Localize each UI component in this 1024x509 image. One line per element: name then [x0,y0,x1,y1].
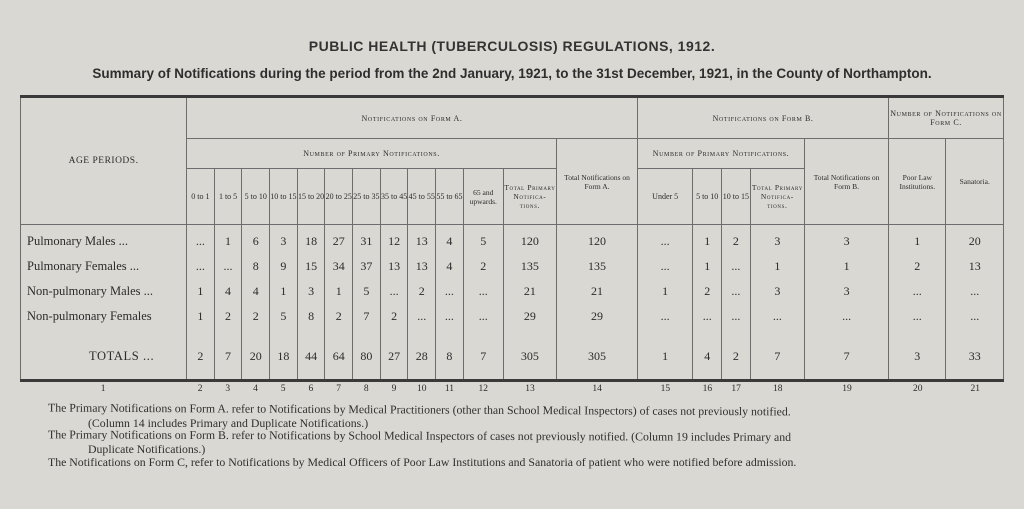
primary-notifications-b-header: Number of Primary Notifications. [638,139,805,169]
totals-cell: 18 [270,333,298,381]
totals-cell: 7 [750,333,804,381]
table-cell: 27 [325,229,353,254]
totals-cell: 1 [638,333,693,381]
totals-cell: 2 [187,333,215,381]
age-col-b: Under 5 [638,169,693,225]
age-col-a: 5 to 10 [242,169,270,225]
table-cell: 3 [805,279,889,304]
totals-label: TOTALS ... [21,333,187,381]
table-cell: ... [889,279,946,304]
column-number: 13 [525,384,535,394]
table-cell: ... [638,304,693,329]
table-cell: 3 [805,229,889,254]
table-cell: 135 [557,254,638,279]
footnote-form-b: The Primary Notifications on Form B. refer to Notifications by School Medical Inspectors of cases not previously notified. (Column 19 includes Primary and [47,427,792,444]
table-cell: 7 [353,304,381,329]
table-cell: 6 [242,229,270,254]
table-cell: 5 [270,304,298,329]
column-numbers [20,383,1004,395]
age-col-b: 10 to 15 [722,169,751,225]
table-cell: ... [214,254,242,279]
age-col-b: 5 to 10 [693,169,722,225]
table-cell: 1 [187,279,215,304]
table-cell: ... [693,304,722,329]
total-primary-b-header: Total Primary Notifica- tions. [750,169,804,225]
totals-cell: 305 [503,333,556,381]
table-cell: 8 [242,254,270,279]
table-cell: 31 [353,229,381,254]
document-title: PUBLIC HEALTH (TUBERCULOSIS) REGULATIONS, 1912. [308,38,716,54]
column-number: 3 [225,384,231,394]
age-periods-header: AGE PERIODS. [21,97,187,225]
table-cell: ... [638,229,693,254]
table-cell: ... [436,304,464,329]
table-cell: ... [463,279,503,304]
totals-cell: 20 [242,333,270,381]
totals-cell: 305 [557,333,638,381]
row-label: Pulmonary Males ... [21,229,187,254]
age-col-a: 45 to 55 [408,169,436,225]
table-cell: 12 [380,229,408,254]
column-number: 4 [253,384,258,394]
table-cell: 1 [750,254,804,279]
footnote-form-c: The Notifications on Form C, refer to Notifications by Medical Officers of Poor Law Institutions and Sanatoria of patient who were notified before admission. [48,455,797,469]
age-col-a: 0 to 1 [187,169,215,225]
row-label: Pulmonary Females ... [21,254,187,279]
age-col-a: 10 to 15 [270,169,298,225]
table-cell: ... [889,304,946,329]
footnote-form-a: The Primary Notifications on Form A. refer to Notifications by Medical Practitioners (other than School Medical Inspectors) of cases not previously notified. [47,400,791,419]
form-c-header: Number of Notifications on Form C. [889,97,1004,139]
column-number: 12 [478,384,488,394]
age-col-a: 35 to 45 [380,169,408,225]
age-col-a: 20 to 25 [325,169,353,225]
table-cell: 135 [503,254,556,279]
row-label: Non-pulmonary Males ... [21,279,187,304]
poor-law-header: Poor Law Institutions. [889,139,946,225]
table-cell: 2 [380,304,408,329]
totals-cell: 4 [693,333,722,381]
column-number: 7 [336,384,341,394]
table-row [21,304,1004,329]
table-cell: 1 [325,279,353,304]
table-cell: ... [805,304,889,329]
totals-cell: 8 [436,333,464,381]
table-cell: ... [638,254,693,279]
totals-cell: 33 [946,333,1004,381]
table-cell: 1 [638,279,693,304]
totals-cell: 80 [353,333,381,381]
table-cell: 3 [270,229,298,254]
table-cell: 2 [693,279,722,304]
age-col-a: 65 and upwards. [463,169,503,225]
table-cell: 3 [297,279,325,304]
table-cell: 3 [750,279,804,304]
age-col-a: 15 to 20 [297,169,325,225]
table-row [21,279,1004,304]
totals-cell: 64 [325,333,353,381]
total-notifications-a-header: Total Notifications on Form A. [557,139,638,225]
totals-cell: 27 [380,333,408,381]
footnotes [47,400,988,469]
totals-cell: 28 [408,333,436,381]
column-number: 2 [197,384,203,394]
table-cell: 4 [214,279,242,304]
table-cell: 4 [436,254,464,279]
table-cell: 2 [722,229,751,254]
table-cell: ... [187,254,215,279]
column-number: 6 [308,384,314,394]
column-number: 11 [444,384,454,394]
column-number: 16 [702,384,713,394]
total-notifications-b-header: Total Notifications on Form B. [805,139,889,225]
footnote-form-a-detail: (Column 14 includes Primary and Duplicate Notifications.) [88,416,369,430]
column-number: 1 [100,384,106,394]
table-cell: ... [436,279,464,304]
table-cell: 1 [270,279,298,304]
age-col-a: 55 to 65 [436,169,464,225]
table-cell: 1 [805,254,889,279]
table-cell: 2 [463,254,503,279]
table-cell: 29 [503,304,556,329]
column-number: 8 [363,384,369,394]
form-a-header: Notifications on Form A. [187,97,638,139]
table-cell: 1 [187,304,215,329]
table-cell: ... [750,304,804,329]
column-number: 15 [660,384,671,394]
form-b-header: Notifications on Form B. [638,97,889,139]
table-cell: ... [722,304,751,329]
totals-cell: 44 [297,333,325,381]
table-cell: ... [722,279,751,304]
table-cell: 9 [270,254,298,279]
row-label: Non-pulmonary Females [21,304,187,329]
column-number: 18 [772,384,783,394]
table-cell: 1 [693,229,722,254]
table-cell: 20 [946,229,1004,254]
table-cell: 8 [297,304,325,329]
table-cell: 29 [557,304,638,329]
table-cell: ... [380,279,408,304]
table-cell: ... [463,304,503,329]
table-cell: ... [722,254,751,279]
column-number: 10 [416,384,427,394]
table-row [21,254,1004,279]
table-cell: 3 [750,229,804,254]
table-cell: 21 [503,279,556,304]
table-cell: ... [187,229,215,254]
totals-cell: 3 [889,333,946,381]
sanatoria-header: Sanatoria. [946,139,1004,225]
table-cell: 2 [408,279,436,304]
table-cell: 2 [214,304,242,329]
table-cell: 120 [557,229,638,254]
totals-cell: 2 [722,333,751,381]
table-cell: ... [946,304,1004,329]
table-cell: 4 [242,279,270,304]
table-row [21,229,1004,254]
table-cell: 15 [297,254,325,279]
table-cell: 2 [242,304,270,329]
table-cell: 21 [557,279,638,304]
column-number: 19 [842,384,852,394]
age-col-a: 25 to 35 [353,169,381,225]
table-cell: ... [946,279,1004,304]
column-number: 17 [731,384,741,394]
totals-cell: 7 [463,333,503,381]
table-cell: 13 [380,254,408,279]
document-subtitle: Summary of Notifications during the period from the 2nd January, 1921, to the 31st December, 1921, in the County of Northampton. [92,66,932,81]
footnote-form-b-detail: Duplicate Notifications.) [88,442,206,456]
table-cell: ... [408,304,436,329]
column-number: 5 [280,384,286,394]
table-cell: 37 [353,254,381,279]
table-cell: 1 [214,229,242,254]
totals-row [21,333,1004,381]
column-number: 20 [912,384,923,394]
table-cell: 13 [946,254,1004,279]
totals-cell: 7 [214,333,242,381]
table-cell: 13 [408,254,436,279]
total-primary-a-header: Total Primary Notifica- tions. [503,169,556,225]
table-cell: 120 [503,229,556,254]
table-cell: 2 [889,254,946,279]
totals-cell: 7 [805,333,889,381]
column-number: 14 [592,384,602,394]
table-cell: 1 [889,229,946,254]
age-col-a: 1 to 5 [214,169,242,225]
table-cell: 34 [325,254,353,279]
table-cell: 4 [436,229,464,254]
table-cell: 5 [353,279,381,304]
notifications-table [20,95,1004,382]
column-number: 21 [970,384,980,394]
table-cell: 5 [463,229,503,254]
primary-notifications-a-header: Number of Primary Notifications. [187,139,557,169]
table-cell: 13 [408,229,436,254]
table-cell: 2 [325,304,353,329]
column-number: 9 [391,384,397,394]
table-cell: 1 [693,254,722,279]
table-cell: 18 [297,229,325,254]
